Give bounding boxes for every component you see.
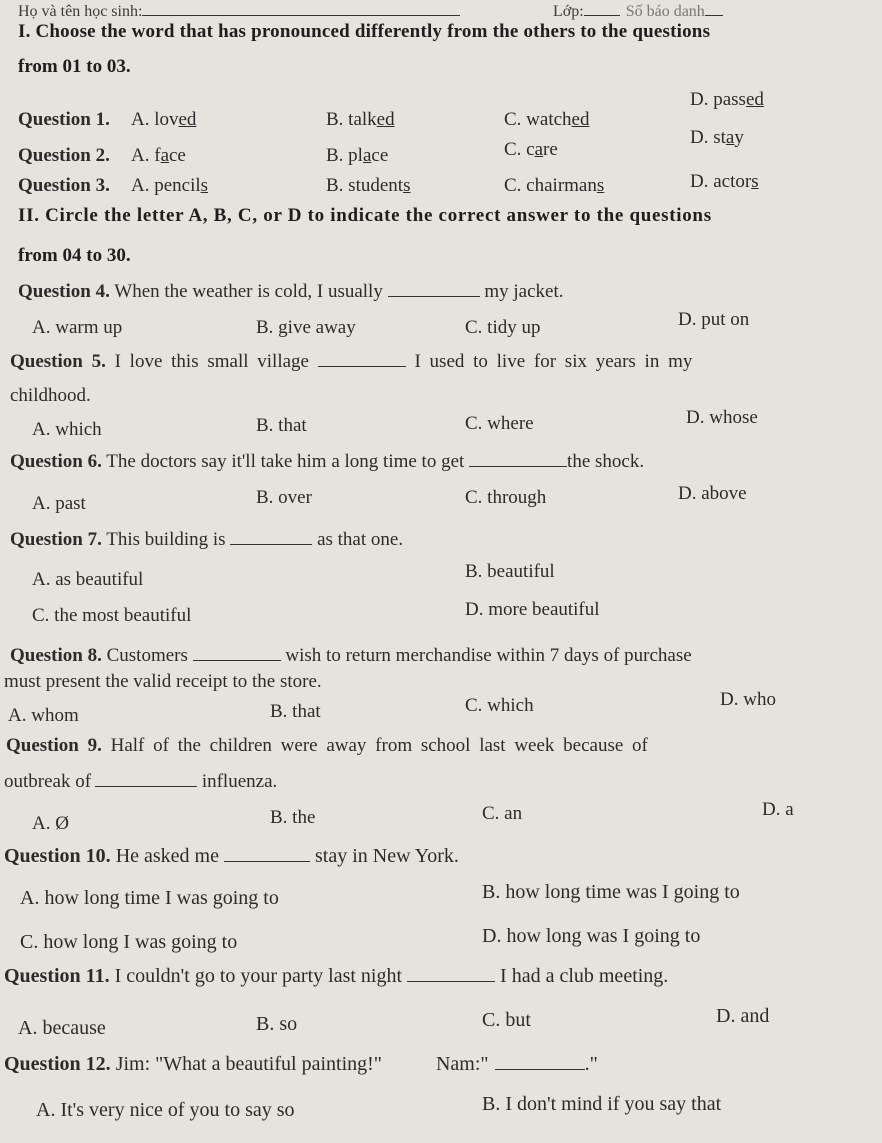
question-3-label: Question 3. <box>18 175 110 196</box>
question-5-blank[interactable] <box>318 366 406 367</box>
question-8-stem: Question 8. Customers wish to return merchandise within 7 days of purchase <box>10 645 692 666</box>
question-9-option-d[interactable]: D. a <box>762 799 794 820</box>
question-6-option-c[interactable]: C. through <box>465 487 547 508</box>
section1-title-line2: from 01 to 03. <box>18 56 131 77</box>
question-1-label: Question 1. <box>18 109 110 130</box>
question-9-stem-line2: outbreak of influenza. <box>4 771 278 792</box>
question-1-option-a[interactable]: A. loved <box>131 109 197 130</box>
question-10-option-a[interactable]: A. how long time I was going to <box>20 887 279 909</box>
question-10-option-b[interactable]: B. how long time was I going to <box>482 881 740 903</box>
question-8-blank[interactable] <box>193 660 281 661</box>
question-5-stem-line2: childhood. <box>10 385 91 406</box>
question-7-option-a[interactable]: A. as beautiful <box>32 569 144 590</box>
question-11-blank[interactable] <box>407 981 495 982</box>
question-12-stem: Question 12. Jim: "What a beautiful painting!" Nam:" ." <box>4 1053 598 1075</box>
question-12-blank[interactable] <box>495 1069 585 1070</box>
question-7-stem: Question 7. This building is as that one. <box>10 529 404 550</box>
question-8-option-d[interactable]: D. who <box>720 689 776 710</box>
question-10-option-d[interactable]: D. how long was I going to <box>482 925 701 947</box>
question-1-option-b[interactable]: B. talked <box>326 109 395 130</box>
question-9-blank[interactable] <box>95 786 197 787</box>
question-8-option-a[interactable]: A. whom <box>8 705 79 726</box>
question-8-option-b[interactable]: B. that <box>270 701 321 722</box>
question-9-stem: Question 9. Half of the children were away from school last week because of <box>6 735 648 756</box>
question-6-option-a[interactable]: A. past <box>32 493 86 514</box>
question-1-option-c[interactable]: C. watched <box>504 109 590 130</box>
question-11-option-b[interactable]: B. so <box>256 1013 298 1035</box>
question-2-option-d[interactable]: D. stay <box>690 127 744 148</box>
question-4-stem: Question 4. When the weather is cold, I usually my jacket. <box>18 281 564 302</box>
question-8-option-c[interactable]: C. which <box>465 695 534 716</box>
class-label: Lớp: Số báo danh <box>553 4 723 20</box>
question-2-option-a[interactable]: A. face <box>131 145 186 166</box>
question-1-option-d[interactable]: D. passed <box>690 89 764 110</box>
question-12-option-b[interactable]: B. I don't mind if you say that <box>482 1093 722 1115</box>
question-7-blank[interactable] <box>230 544 312 545</box>
question-3-option-b[interactable]: B. students <box>326 175 411 196</box>
question-2-option-b[interactable]: B. place <box>326 145 389 166</box>
question-7-option-d[interactable]: D. more beautiful <box>465 599 600 620</box>
question-4-option-b[interactable]: B. give away <box>256 317 356 338</box>
question-2-option-c[interactable]: C. care <box>504 139 558 160</box>
question-11-stem: Question 11. I couldn't go to your party last night I had a club meeting. <box>4 965 669 987</box>
student-name-label: Họ và tên học sinh: <box>18 4 460 20</box>
question-10-option-c[interactable]: C. how long I was going to <box>20 931 238 953</box>
question-3-option-d[interactable]: D. actors <box>690 171 759 192</box>
question-9-option-b[interactable]: B. the <box>270 807 316 828</box>
question-8-stem-line2: must present the valid receipt to the store. <box>4 671 322 692</box>
question-4-option-a[interactable]: A. warm up <box>32 317 123 338</box>
question-5-stem: Question 5. I love this small village I used to live for six years in my <box>10 351 693 372</box>
question-11-option-a[interactable]: A. because <box>18 1017 106 1039</box>
question-4-option-d[interactable]: D. put on <box>678 309 750 330</box>
question-11-option-d[interactable]: D. and <box>716 1005 770 1027</box>
section1-title-line1: I. Choose the word that has pronounced differently from the others to the questions <box>18 21 711 42</box>
question-9-option-a[interactable]: A. Ø <box>32 813 69 834</box>
question-11-option-c[interactable]: C. but <box>482 1009 531 1031</box>
question-4-blank[interactable] <box>388 296 480 297</box>
question-5-option-c[interactable]: C. where <box>465 413 534 434</box>
question-6-blank[interactable] <box>469 466 567 467</box>
question-6-stem: Question 6. The doctors say it'll take him a long time to get the shock. <box>10 451 645 472</box>
student-name-blank[interactable] <box>142 15 460 16</box>
question-5-option-d[interactable]: D. whose <box>686 407 758 428</box>
class-blank[interactable] <box>584 15 620 16</box>
question-4-option-c[interactable]: C. tidy up <box>465 317 541 338</box>
question-6-option-b[interactable]: B. over <box>256 487 312 508</box>
question-12-option-a[interactable]: A. It's very nice of you to say so <box>36 1099 295 1121</box>
question-10-blank[interactable] <box>224 861 310 862</box>
question-9-option-c[interactable]: C. an <box>482 803 523 824</box>
question-3-option-c[interactable]: C. chairmans <box>504 175 605 196</box>
section2-title-line2: from 04 to 30. <box>18 245 131 266</box>
section2-title-line1: II. Circle the letter A, B, C, or D to indicate the correct answer to the questions <box>18 205 712 226</box>
question-2-label: Question 2. <box>18 145 110 166</box>
question-5-option-b[interactable]: B. that <box>256 415 307 436</box>
question-5-option-a[interactable]: A. which <box>32 419 102 440</box>
question-10-stem: Question 10. He asked me stay in New York. <box>4 845 459 867</box>
id-blank[interactable] <box>705 15 723 16</box>
question-3-option-a[interactable]: A. pencils <box>131 175 209 196</box>
id-label: Số báo danh <box>625 3 705 20</box>
question-6-option-d[interactable]: D. above <box>678 483 747 504</box>
question-7-option-b[interactable]: B. beautiful <box>465 561 555 582</box>
question-7-option-c[interactable]: C. the most beautiful <box>32 605 192 626</box>
